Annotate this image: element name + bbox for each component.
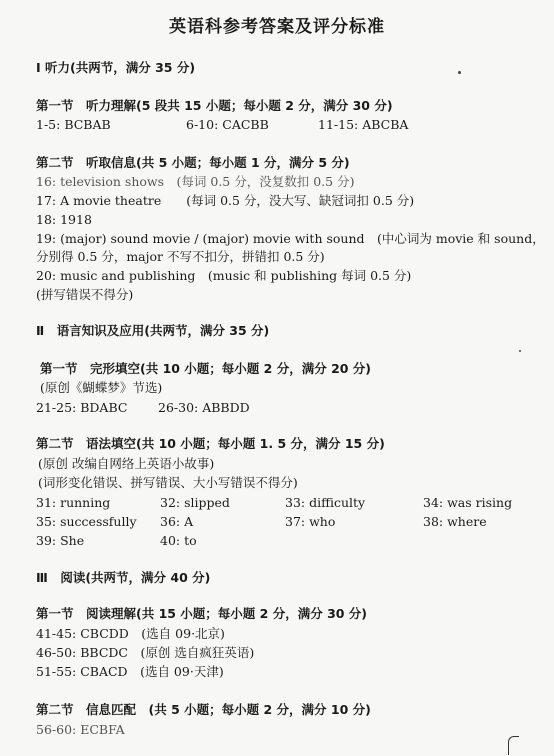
answer-line: 41-45: CBCDD (选自 09·北京) bbox=[36, 626, 225, 641]
answer-group: 21-25: BDABC bbox=[36, 400, 128, 415]
answer-line: 46-50: BBCDC (原创 选自疯狂英语) bbox=[36, 645, 255, 660]
answer-line: 51-55: CBACD (选自 09·天津) bbox=[36, 664, 224, 679]
answer-line: 17: A movie theatre (每词 0.5 分，没大写、缺冠词扣 0.5 分) bbox=[36, 193, 415, 208]
grid-answer: 31: running bbox=[36, 495, 111, 510]
grid-answer: 36: A bbox=[160, 514, 194, 529]
section-note: (原创 改编自网络上英语小故事) bbox=[38, 456, 215, 471]
grid-answer: 38: where bbox=[423, 514, 487, 529]
document-title: 英语科参考答案及评分标准 bbox=[169, 17, 385, 37]
part1-section2-heading: 第二节 听取信息(共 5 小题；每小题 1 分，满分 5 分) bbox=[36, 155, 350, 170]
part1-heading: Ⅰ 听力(共两节，满分 35 分) bbox=[36, 60, 196, 75]
grid-answer: 33: difficulty bbox=[285, 495, 366, 510]
part1-section1-heading: 第一节 听力理解(5 段共 15 小题；每小题 2 分，满分 30 分) bbox=[36, 98, 393, 113]
answer-line: 16: television shows (每词 0.5 分，没复数扣 0.5 分) bbox=[36, 174, 355, 189]
grid-answer: 40: to bbox=[160, 533, 197, 548]
answer-line: 19: (major) sound movie / (major) movie with sound (中心词为 movie 和 sound， bbox=[36, 231, 545, 246]
answer-group: 6-10: CACBB bbox=[186, 117, 269, 132]
answer-line: 分别得 0.5 分，major 不写不扣分，拼错扣 0.5 分) bbox=[36, 249, 325, 264]
grid-answer: 39: She bbox=[36, 533, 85, 548]
scan-speck bbox=[458, 71, 461, 74]
answer-line: 56-60: ECBFA bbox=[36, 722, 125, 737]
part2-section1-heading: 第一节 完形填空(共 10 小题；每小题 2 分，满分 20 分) bbox=[40, 361, 372, 376]
answer-group: 1-5: BCBAB bbox=[36, 117, 111, 132]
answer-group: 11-15: ABCBA bbox=[318, 117, 409, 132]
answer-line: 18: 1918 bbox=[36, 212, 92, 227]
part2-section2-heading: 第二节 语法填空(共 10 小题；每小题 1. 5 分，满分 15 分) bbox=[36, 436, 385, 451]
answer-group: 26-30: ABBDD bbox=[158, 400, 250, 415]
section-note: (词形变化错误、拼写错误、大小写错误不得分) bbox=[38, 475, 298, 490]
part2-heading: Ⅱ 语言知识及应用(共两节，满分 35 分) bbox=[36, 323, 270, 338]
part3-section2-heading: 第二节 信息匹配 (共 5 小题；每小题 2 分，满分 10 分) bbox=[36, 702, 371, 717]
scan-speck bbox=[519, 350, 521, 352]
part3-heading: Ⅲ 阅读(共两节，满分 40 分) bbox=[36, 570, 211, 585]
answer-line: 20: music and publishing (music 和 publishing 每词 0.5 分) bbox=[36, 268, 412, 283]
part3-section1-heading: 第一节 阅读理解(共 15 小题；每小题 2 分，满分 30 分) bbox=[36, 606, 368, 621]
grid-answer: 32: slipped bbox=[160, 495, 230, 510]
grid-answer: 37: who bbox=[285, 514, 336, 529]
section-note: (原创《蝴蝶梦》节选) bbox=[40, 380, 163, 395]
answer-line: (拼写错误不得分) bbox=[36, 287, 134, 302]
pen-mark bbox=[508, 736, 519, 755]
grid-answer: 34: was rising bbox=[423, 495, 513, 510]
grid-answer: 35: successfully bbox=[36, 514, 137, 529]
